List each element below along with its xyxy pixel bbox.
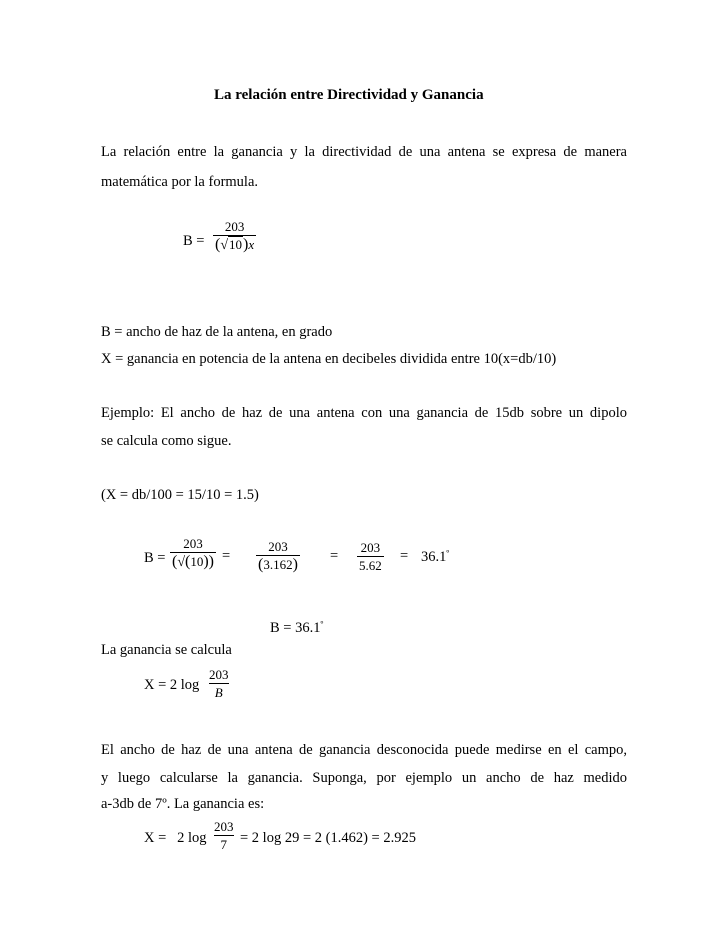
calc-eq-1: = bbox=[222, 548, 231, 564]
example-x-value: (X = db/100 = 15/10 = 1.5) bbox=[101, 487, 259, 503]
page-title: La relación entre Directividad y Ganancia bbox=[214, 87, 484, 103]
calc-fraction-3 bbox=[357, 540, 384, 574]
calc-f1-den-inner: 10 bbox=[190, 554, 204, 569]
result-line-degree: º bbox=[320, 619, 324, 629]
final-formula-fraction bbox=[214, 819, 234, 853]
calc-result-degree: º bbox=[446, 548, 450, 558]
formula1-fraction bbox=[213, 219, 256, 254]
gain-formula-fraction bbox=[209, 667, 229, 701]
calc-f3-denominator: 5.62 bbox=[359, 558, 382, 573]
definition-b: B = ancho de haz de la antena, en grado bbox=[101, 324, 333, 340]
example-line-1: Ejemplo: El ancho de haz de una antena con una ganancia de 15db sobre un dipolo bbox=[101, 405, 627, 421]
definition-x: X = ganancia en potencia de la antena en decibeles dividida entre 10(x=db/10) bbox=[101, 351, 557, 367]
calc-f1-numerator: 203 bbox=[183, 536, 203, 551]
calc-fraction-2 bbox=[256, 539, 300, 573]
gain-formula-denominator: B bbox=[209, 683, 229, 701]
gain-formula-lhs: X = 2 log bbox=[144, 677, 200, 693]
calc-f3-numerator: 203 bbox=[360, 540, 381, 555]
final-formula-rhs: = 2 log 29 = 2 (1.462) = 2.925 bbox=[240, 830, 416, 846]
paragraph-line-2: y luego calcularse la ganancia. Suponga, por ejemplo un ancho de haz medido bbox=[101, 770, 627, 786]
example-line-2: se calcula como sigue. bbox=[101, 433, 232, 449]
final-formula-denominator: 7 bbox=[214, 835, 234, 853]
paragraph-line-3: a-3db de 7º. La ganancia es: bbox=[101, 796, 265, 812]
paragraph-line-1: El ancho de haz de una antena de ganancia desconocida puede medirse en el campo, bbox=[101, 742, 627, 758]
result-line bbox=[270, 615, 323, 638]
calc-eq-2: = bbox=[330, 548, 339, 564]
formula1-numerator: 203 bbox=[224, 219, 245, 234]
calc-f1-denominator: (√(10)) bbox=[172, 553, 214, 570]
calc-result bbox=[421, 548, 449, 566]
calc-f2-numerator: 203 bbox=[268, 539, 288, 554]
intro-line-2: matemática por la formula. bbox=[101, 174, 259, 190]
result-line-value: B = 36.1 bbox=[270, 620, 321, 636]
calc-f2-denominator: (3.162) bbox=[258, 556, 298, 573]
gain-formula-numerator: 203 bbox=[209, 667, 229, 682]
formula1-den-var: x bbox=[248, 237, 255, 252]
calc-fraction-1 bbox=[170, 536, 216, 571]
calc-lhs: B = bbox=[144, 550, 166, 566]
formula1-lhs: B = bbox=[183, 233, 205, 249]
formula1-den-inner: 10 bbox=[229, 237, 243, 252]
calc-f2-den-value: 3.162 bbox=[263, 557, 293, 572]
gain-intro: La ganancia se calcula bbox=[101, 642, 232, 658]
calc-result-value: 36.1 bbox=[421, 549, 447, 565]
formula1-denominator: (√10)x bbox=[215, 236, 255, 253]
intro-line-1: La relación entre la ganancia y la directividad de una antena se expresa de manera bbox=[101, 144, 627, 160]
final-formula-lhs: X = 2 log bbox=[144, 830, 207, 846]
final-formula-numerator: 203 bbox=[214, 819, 234, 834]
calc-eq-3: = bbox=[400, 548, 409, 564]
